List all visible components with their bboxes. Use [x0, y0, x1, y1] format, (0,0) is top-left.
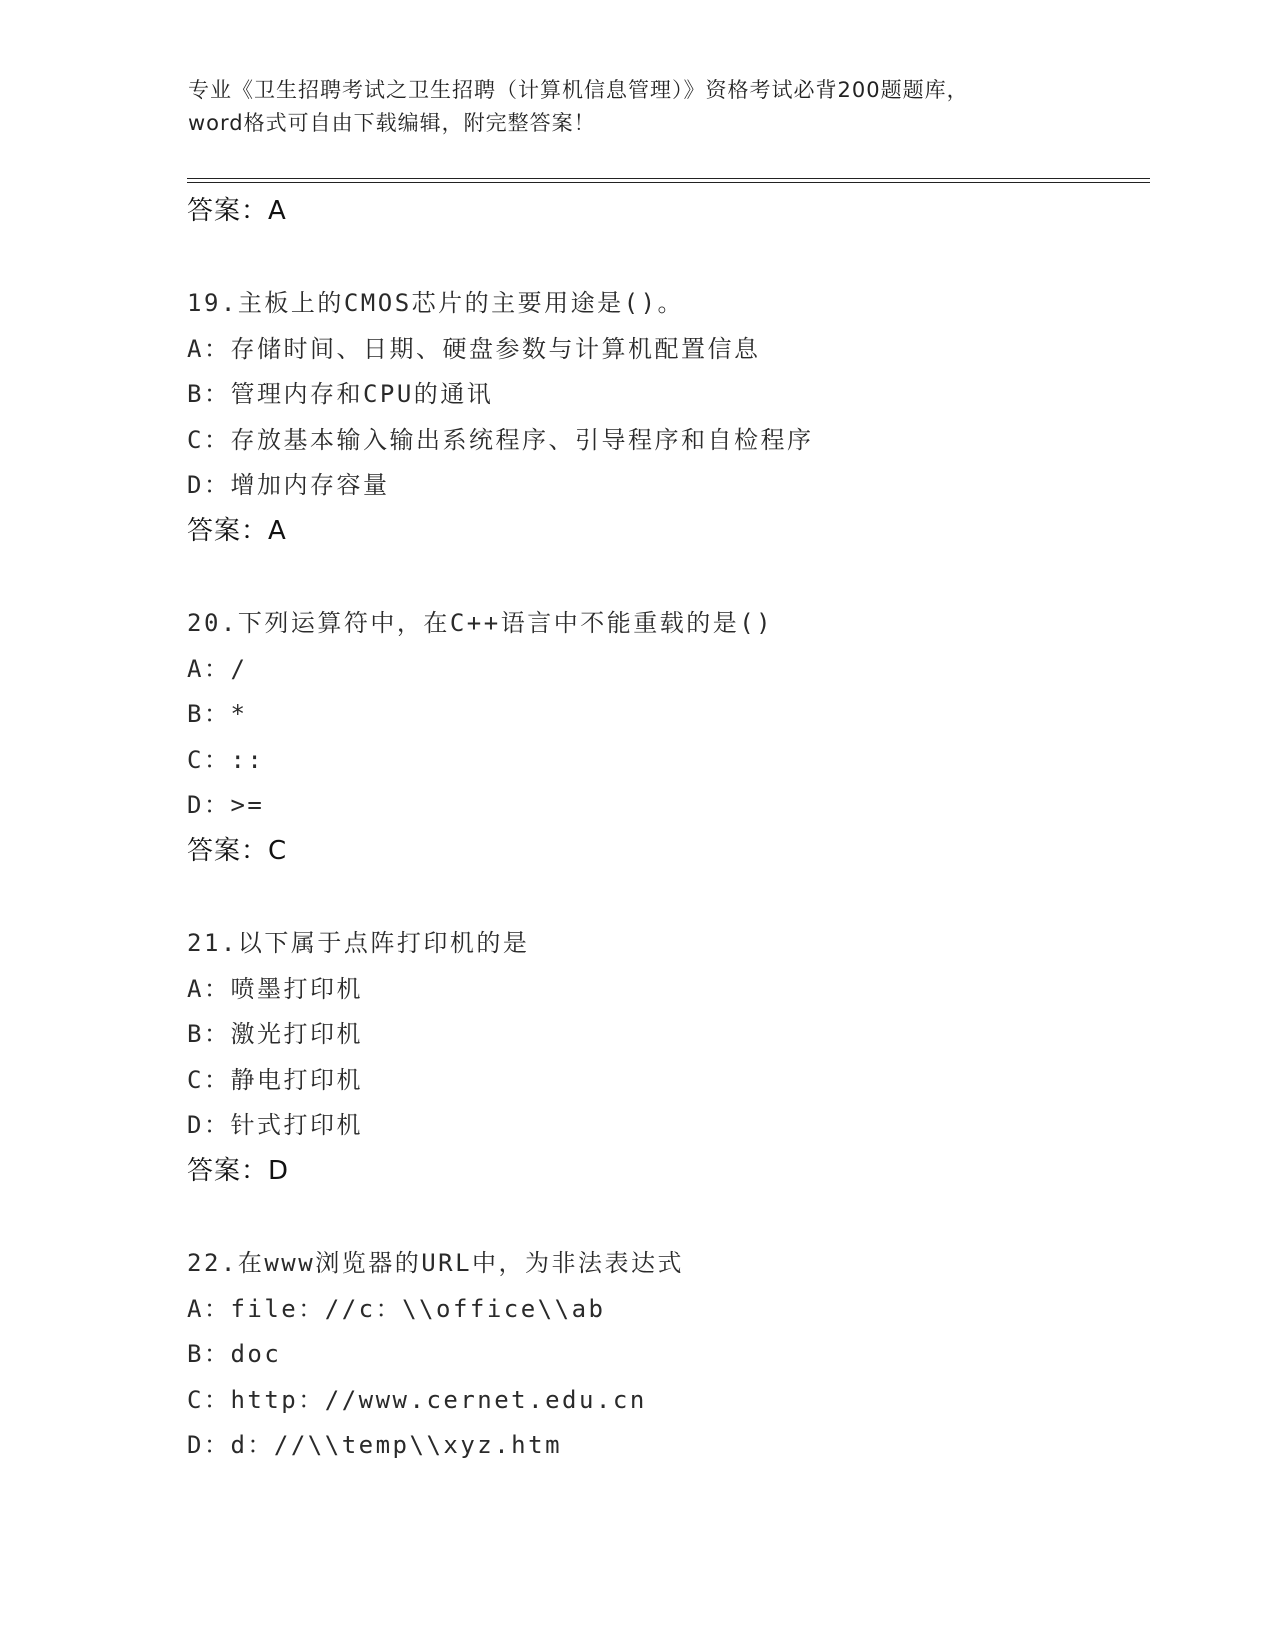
answer: 答案：D [187, 1155, 290, 1186]
answer: 答案：C [187, 835, 288, 866]
option-d: D：增加内存容量 [187, 471, 390, 500]
option-c: C：http：//www.cernet.edu.cn [187, 1385, 647, 1414]
answer: 答案：A [187, 515, 287, 546]
option-a: A：喷墨打印机 [187, 974, 363, 1003]
option-c: C：存放基本输入输出系统程序、引导程序和自检程序 [187, 425, 814, 454]
question-block-20 [187, 601, 1147, 873]
option-d: D：d：//\\temp\\xyz.htm [187, 1431, 563, 1460]
option-c: C：静电打印机 [187, 1065, 363, 1094]
question-block-22 [187, 1241, 1147, 1469]
option-d: D：>= [187, 791, 265, 820]
question-block-19 [187, 281, 1147, 553]
option-a: A：file：//c：\\office\\ab [187, 1294, 606, 1323]
header-divider-top [187, 178, 1150, 179]
spacer [187, 873, 1147, 921]
option-a: A：存储时间、日期、硬盘参数与计算机配置信息 [187, 334, 761, 363]
question-block-21 [187, 921, 1147, 1193]
option-c: C：:: [187, 745, 265, 774]
spacer [187, 1193, 1147, 1241]
header-line-2: word格式可自由下载编辑，附完整答案！ [188, 111, 596, 135]
spacer [187, 233, 1147, 281]
option-a: A：/ [187, 654, 248, 683]
answer-18: 答案：A [187, 196, 287, 226]
question-text: 22.在www浏览器的URL中，为非法表达式 [187, 1248, 685, 1277]
question-text: 20.下列运算符中，在C++语言中不能重载的是() [187, 608, 774, 637]
question-text: 21.以下属于点阵打印机的是 [187, 928, 530, 957]
question-text: 19.主板上的CMOS芯片的主要用途是()。 [187, 289, 685, 317]
header-divider-bottom [187, 182, 1150, 183]
option-b: B：* [187, 700, 248, 729]
option-b: B：管理内存和CPU的通讯 [187, 380, 494, 409]
spacer [187, 553, 1147, 601]
document-header [188, 74, 1088, 140]
option-b: B：doc [187, 1340, 282, 1369]
option-d: D：针式打印机 [187, 1111, 363, 1140]
option-b: B：激光打印机 [187, 1020, 363, 1049]
question-list [187, 189, 1147, 1469]
header-line-1: 专业《卫生招聘考试之卫生招聘（计算机信息管理）》资格考试必背200题题库， [188, 78, 969, 102]
